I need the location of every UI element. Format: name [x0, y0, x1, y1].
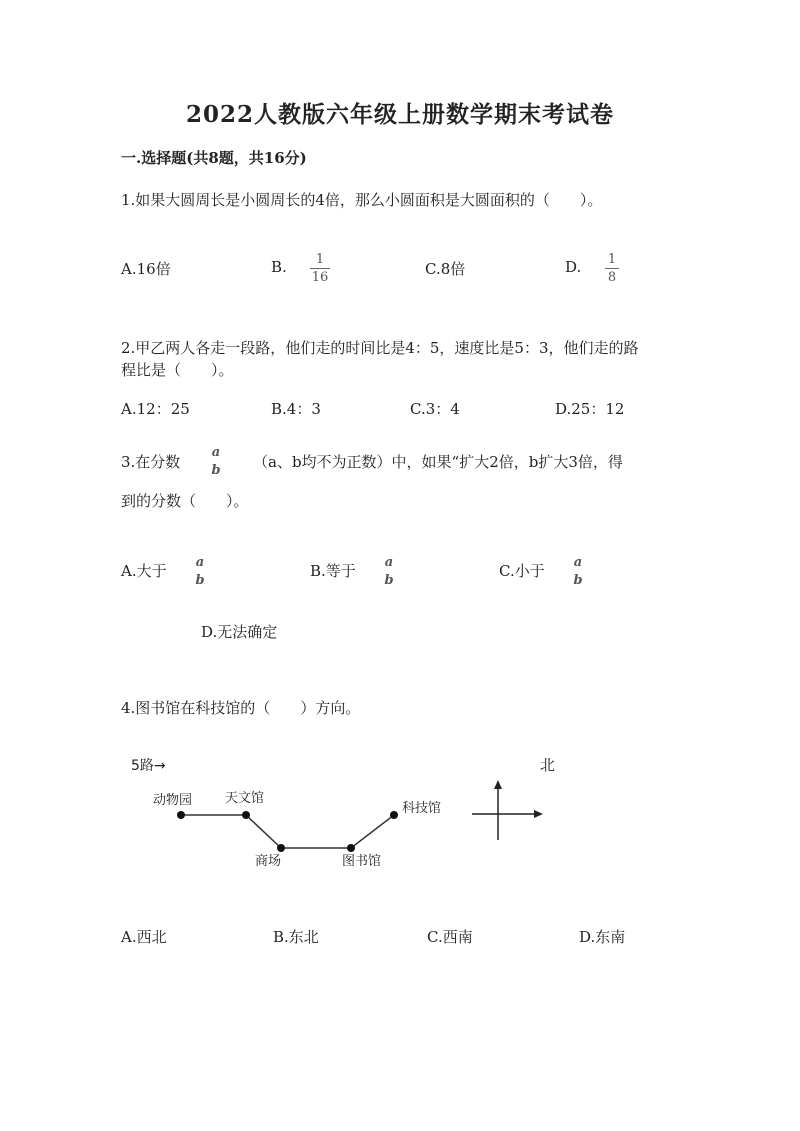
question-2-line1: 2.甲乙两人各走一段路，他们走的时间比是4：5，速度比是5：3，他们走的路: [121, 339, 639, 357]
q3-option-d: D.无法确定: [201, 623, 278, 641]
north-label: 北: [540, 756, 556, 774]
q1-option-d-label: D.: [565, 258, 582, 276]
q1-option-d-fraction: [605, 252, 619, 285]
question-4-text: 4.图书馆在科技馆的（ ）方向。: [121, 699, 361, 717]
fraction-numerator: 1: [607, 252, 617, 267]
route-label: 5路→: [131, 758, 166, 774]
east-arrow-icon: [534, 810, 543, 818]
stop-mall-dot: [277, 844, 285, 852]
fraction-numerator: 1: [315, 252, 325, 267]
stop-library-label: 图书馆: [342, 854, 382, 869]
fraction-denominator: b: [573, 573, 583, 588]
q3-option-b-fraction: [383, 555, 395, 588]
q2-option-b: B.4：3: [271, 400, 321, 418]
fraction-denominator: b: [195, 573, 205, 588]
stop-science-museum-label: 科技馆: [402, 801, 442, 816]
stop-planetarium-label: 天文馆: [225, 791, 265, 806]
q4-option-b: B.东北: [273, 928, 319, 946]
q3-option-c: C.小于: [499, 562, 545, 580]
fraction-denominator: 8: [607, 270, 617, 285]
stop-science-museum-dot: [390, 811, 398, 819]
fraction-numerator: a: [573, 555, 583, 570]
fraction-denominator: b: [384, 573, 394, 588]
fraction-denominator: b: [211, 463, 221, 478]
q3-option-a-fraction: [194, 555, 206, 588]
q3-option-a: A.大于: [121, 562, 167, 580]
north-arrow-icon: [494, 780, 502, 789]
fraction-numerator: a: [384, 555, 394, 570]
q3-option-b: B.等于: [310, 562, 356, 580]
question-3-suffix: （a、b均不为正数）中，如果“扩大2倍，b扩大3倍，得: [253, 453, 623, 471]
route-map-diagram: [0, 740, 800, 890]
q4-option-d: D.东南: [579, 928, 626, 946]
stop-mall-label: 商场: [255, 854, 282, 869]
q1-option-a: A.16倍: [121, 260, 171, 278]
stop-planetarium-dot: [242, 811, 250, 819]
q1-option-b-label: B.: [271, 258, 287, 276]
stop-zoo-dot: [177, 811, 185, 819]
question-3-line2: 到的分数（ ）。: [121, 492, 249, 510]
q2-option-d: D.25：12: [555, 400, 625, 418]
question-2-line2: 程比是（ ）。: [121, 361, 234, 379]
q4-option-c: C.西南: [427, 928, 473, 946]
page-title: 2022人教版六年级上册数学期末考试卷: [185, 101, 614, 128]
q2-option-c: C.3：4: [410, 400, 460, 418]
stop-library-dot: [347, 844, 355, 852]
q3-option-c-fraction: [572, 555, 584, 588]
question-3-prefix: 3.在分数: [121, 453, 181, 471]
stop-zoo-label: 动物园: [153, 793, 193, 808]
route-line: [181, 815, 394, 848]
q1-option-b-fraction: [310, 252, 330, 285]
fraction-numerator: a: [195, 555, 205, 570]
q2-option-a: A.12：25: [121, 400, 190, 418]
question-1-text: 1.如果大圆周长是小圆周长的4倍，那么小圆面积是大圆面积的（ ）。: [121, 191, 603, 209]
q1-option-c: C.8倍: [425, 260, 466, 278]
section-heading: 一.选择题(共8题，共16分): [121, 149, 307, 167]
q3-fraction: [209, 445, 223, 478]
q4-option-a: A.西北: [121, 928, 167, 946]
fraction-denominator: 16: [311, 270, 329, 285]
fraction-numerator: a: [211, 445, 221, 460]
